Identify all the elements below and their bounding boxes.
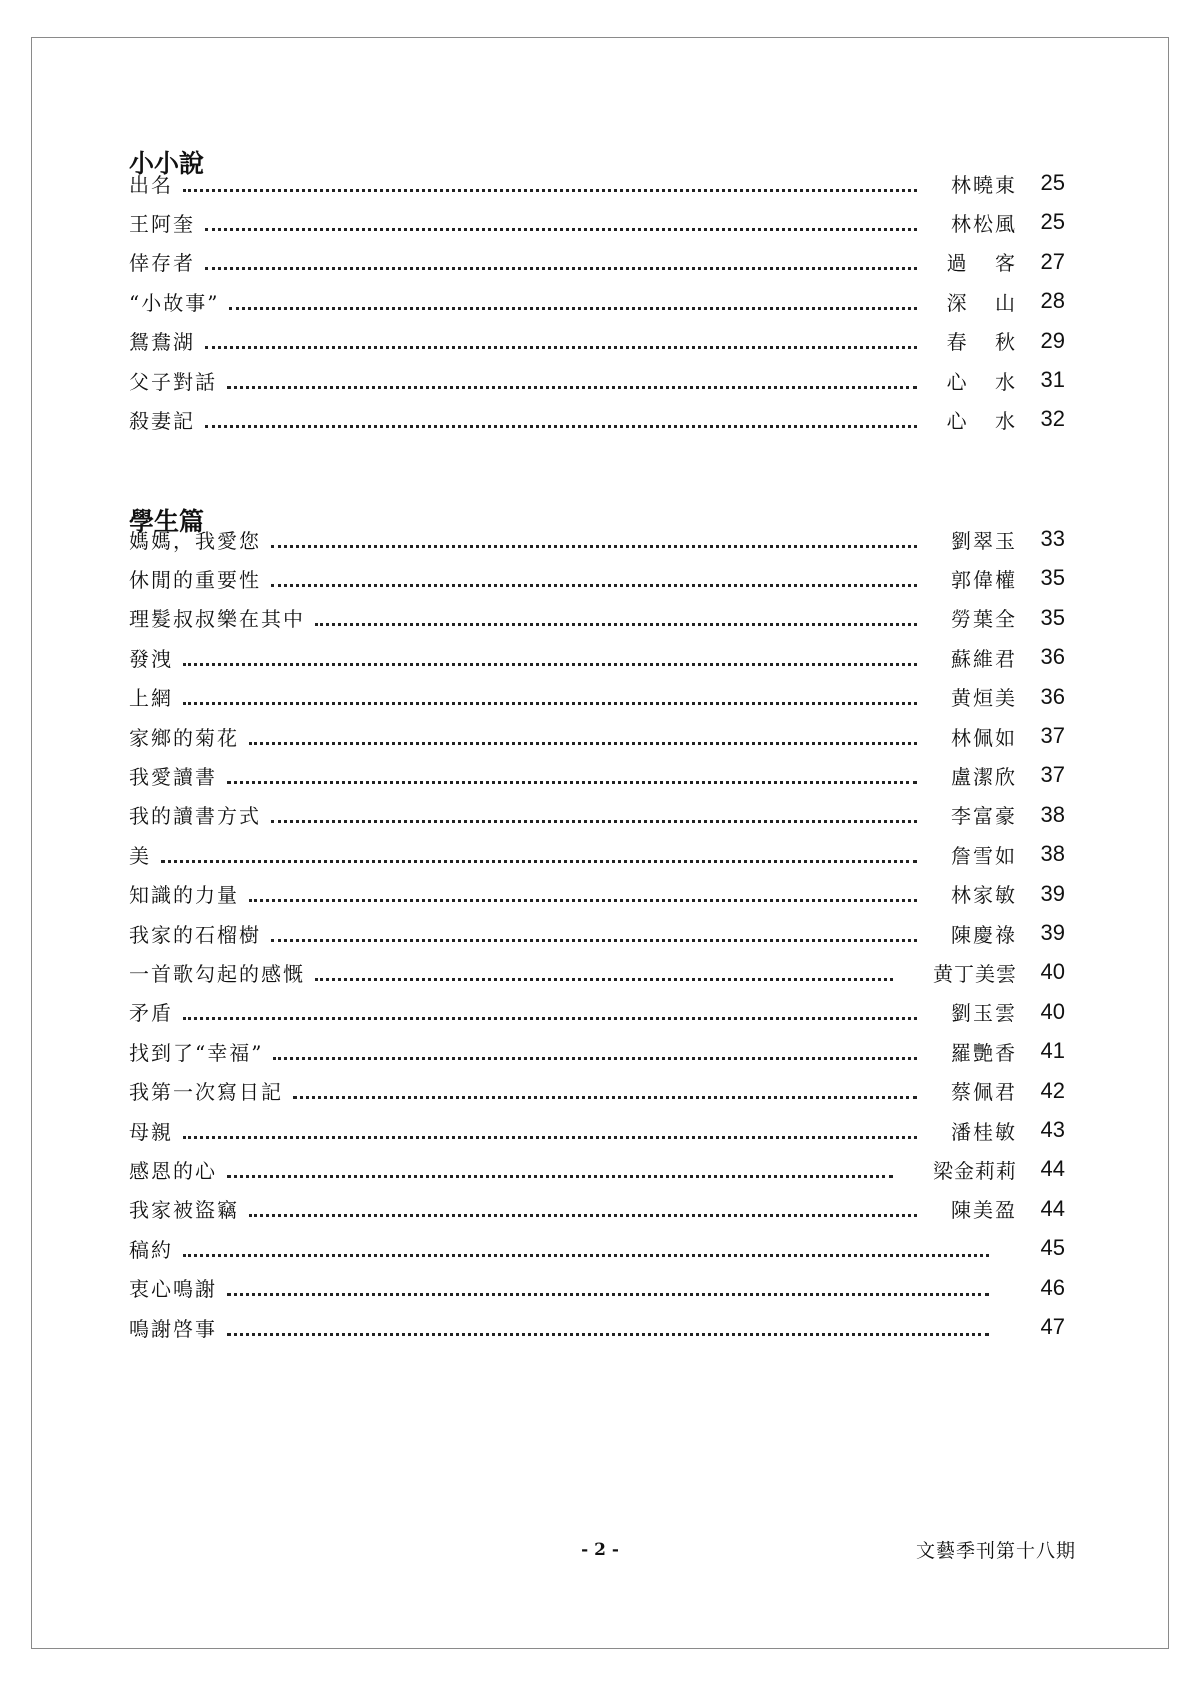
entry-author: 羅艷香	[951, 1040, 1017, 1065]
dot-leader	[271, 545, 917, 548]
entry-title: 感恩的心	[129, 1158, 217, 1183]
dot-leader	[183, 702, 917, 705]
dot-leader	[249, 1214, 917, 1217]
entry-title: 我愛讀書	[129, 764, 217, 789]
toc-entry	[129, 558, 1065, 598]
entry-page: 28	[1040, 288, 1065, 314]
section-title-students: 學生篇	[129, 507, 205, 536]
toc-entry	[129, 677, 1065, 717]
dot-leader	[271, 820, 917, 823]
entry-title: 衷心鳴謝	[129, 1277, 217, 1302]
entry-page: 41	[1040, 1038, 1065, 1064]
entry-author: 深 山	[946, 290, 1017, 315]
entry-title: 矛盾	[129, 1001, 173, 1026]
entry-page: 27	[1040, 248, 1065, 274]
entry-page: 25	[1040, 209, 1065, 235]
entry-title: 父子對話	[129, 369, 217, 394]
entry-page: 37	[1040, 762, 1065, 788]
entry-author: 劉翠玉	[951, 528, 1017, 553]
entry-page: 46	[1040, 1274, 1065, 1300]
entry-page: 31	[1040, 367, 1065, 392]
entry-author: 林家敏	[951, 883, 1017, 908]
toc-entry	[129, 1110, 1065, 1150]
entry-title: 我第一次寫日記	[129, 1080, 283, 1105]
entry-title: 媽媽，我愛您	[129, 528, 261, 553]
entry-title: 鳴謝啓事	[129, 1316, 217, 1341]
entry-page: 29	[1040, 327, 1065, 353]
entry-page: 37	[1040, 723, 1065, 748]
entry-page: 42	[1040, 1077, 1065, 1103]
entry-author: 盧潔欣	[951, 764, 1017, 789]
toc-entry	[129, 598, 1065, 638]
entry-page: 39	[1040, 920, 1065, 945]
dot-leader	[315, 978, 893, 981]
entry-title: 知識的力量	[129, 883, 239, 908]
toc-entry	[129, 163, 1065, 203]
toc-entry	[129, 360, 1065, 400]
entry-author: 春 秋	[946, 330, 1017, 355]
dot-leader	[273, 1057, 917, 1060]
entry-page: 33	[1040, 526, 1065, 551]
entry-author: 勞葉全	[951, 607, 1017, 632]
entry-page: 43	[1040, 1117, 1065, 1142]
dot-leader	[161, 860, 917, 863]
toc-entry	[129, 874, 1065, 914]
entry-page: 25	[1040, 170, 1065, 195]
entry-title: “小故事”	[129, 290, 220, 315]
toc-entry	[129, 913, 1065, 953]
dot-leader	[205, 346, 917, 349]
dot-leader	[271, 939, 917, 942]
entry-title: 發洩	[129, 646, 173, 671]
toc-entry	[129, 716, 1065, 756]
entry-title: 殺妻記	[129, 408, 195, 433]
entry-page: 40	[1040, 998, 1065, 1024]
entry-title: 我家被盜竊	[129, 1198, 239, 1223]
dot-leader	[183, 663, 917, 666]
toc-entry	[129, 755, 1065, 795]
entry-page: 38	[1040, 841, 1065, 867]
entry-title: 理髮叔叔樂在其中	[129, 607, 305, 632]
entry-author: 心 水	[946, 408, 1017, 433]
entry-title: 美	[129, 843, 151, 868]
dot-leader	[205, 267, 917, 270]
entry-title: 倖存者	[129, 251, 195, 276]
toc-entry	[129, 834, 1065, 874]
entry-page: 36	[1040, 683, 1065, 709]
entry-author: 劉玉雲	[951, 1001, 1017, 1026]
dot-leader	[315, 623, 917, 626]
toc-entry	[129, 952, 1065, 992]
toc-entry	[129, 1149, 1065, 1189]
dot-leader	[183, 1254, 989, 1257]
toc-entry	[129, 281, 1065, 321]
entry-title: 我家的石榴樹	[129, 922, 261, 947]
publication-title: 文藝季刊第十八期	[915, 1540, 1076, 1562]
toc-entry	[129, 519, 1065, 559]
dot-leader	[227, 386, 917, 389]
entry-author: 郭偉權	[951, 567, 1017, 592]
dot-leader	[227, 781, 917, 784]
entry-page: 35	[1040, 565, 1065, 591]
dot-leader	[271, 584, 917, 587]
entry-title: 鴛鴦湖	[129, 330, 195, 355]
toc-entry	[129, 1189, 1065, 1229]
entry-author: 蘇維君	[951, 646, 1017, 671]
dot-leader	[227, 1333, 989, 1336]
entry-title: 找到了“幸福”	[129, 1040, 264, 1065]
entry-title: 出名	[129, 172, 173, 197]
toc-entry	[129, 1268, 1065, 1308]
entry-page: 38	[1040, 801, 1065, 827]
entry-author: 黄烜美	[951, 686, 1017, 711]
entry-author: 林佩如	[951, 725, 1017, 750]
entry-author: 蔡佩君	[951, 1080, 1017, 1105]
entry-title: 我的讀書方式	[129, 804, 261, 829]
entry-page: 44	[1040, 1156, 1065, 1182]
toc-entry	[129, 1228, 1065, 1268]
toc-entry	[129, 637, 1065, 677]
toc-entry	[129, 399, 1065, 439]
entry-author: 黄丁美雲	[933, 961, 1017, 986]
entry-page: 39	[1040, 880, 1065, 906]
entry-title: 母親	[129, 1119, 173, 1144]
entry-title: 王阿奎	[129, 211, 195, 236]
toc-entry	[129, 992, 1065, 1032]
toc-entry	[129, 1031, 1065, 1071]
dot-leader	[249, 742, 917, 745]
entry-page: 44	[1040, 1195, 1065, 1221]
entry-author: 陳慶祿	[951, 922, 1017, 947]
dot-leader	[183, 189, 917, 192]
entry-author: 心 水	[946, 369, 1017, 394]
dot-leader	[249, 899, 917, 902]
toc-entry	[129, 1307, 1065, 1347]
entry-page: 45	[1040, 1235, 1065, 1261]
entry-page: 47	[1040, 1314, 1065, 1339]
dot-leader	[205, 425, 917, 428]
entry-page: 36	[1040, 644, 1065, 670]
entry-author: 陳美盈	[951, 1198, 1017, 1223]
page-number: - 2 -	[581, 1540, 619, 1560]
entry-title: 休閒的重要性	[129, 567, 261, 592]
entry-page: 35	[1040, 604, 1065, 630]
dot-leader	[183, 1017, 917, 1020]
entry-author: 過 客	[946, 251, 1017, 276]
entry-title: 家鄉的菊花	[129, 725, 239, 750]
entry-page: 32	[1040, 406, 1065, 432]
entry-author: 詹雪如	[951, 843, 1017, 868]
entry-author: 林曉東	[951, 172, 1017, 197]
section-title-flash-fiction: 小小說	[129, 149, 205, 178]
dot-leader	[227, 1293, 989, 1296]
dot-leader	[229, 307, 917, 310]
toc-entry	[129, 321, 1065, 361]
entry-title: 稿約	[129, 1237, 173, 1262]
entry-title: 一首歌勾起的感慨	[129, 961, 305, 986]
dot-leader	[293, 1096, 917, 1099]
dot-leader	[183, 1136, 917, 1139]
toc-entry	[129, 1071, 1065, 1111]
entry-page: 40	[1040, 959, 1065, 985]
entry-author: 梁金莉莉	[933, 1158, 1017, 1183]
dot-leader	[227, 1175, 893, 1178]
dot-leader	[205, 228, 917, 231]
toc-entry	[129, 202, 1065, 242]
entry-author: 李富豪	[951, 804, 1017, 829]
toc-entry	[129, 795, 1065, 835]
toc-entry	[129, 242, 1065, 282]
entry-author: 林松風	[951, 211, 1017, 236]
entry-author: 潘桂敏	[951, 1119, 1017, 1144]
entry-title: 上網	[129, 686, 173, 711]
